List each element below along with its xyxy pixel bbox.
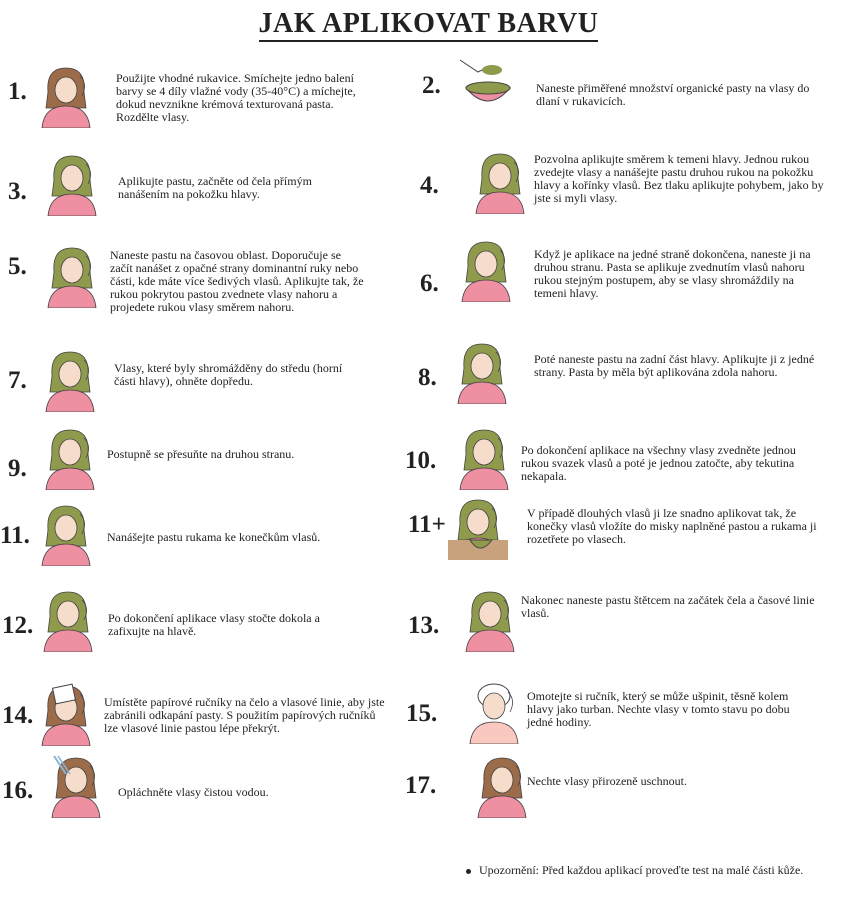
apply-forehead-icon (42, 150, 102, 216)
step-number: 11+ (408, 511, 446, 538)
bullet-icon (466, 869, 471, 874)
step-number: 5. (8, 253, 27, 280)
step-number: 16. (2, 777, 34, 804)
step-number: 14. (2, 702, 34, 729)
step-number: 12. (2, 612, 34, 639)
rinse-hair-icon (46, 752, 106, 818)
step-number: 9. (8, 455, 27, 482)
step-text: Nechte vlasy přirozeně uschnout. (527, 774, 687, 788)
step-number: 13. (408, 612, 440, 639)
warning-note: Upozornění: Před každou aplikací proveďte test na malé části kůže. (466, 863, 803, 878)
bun-hair-icon (38, 586, 98, 652)
step-number: 15. (406, 700, 438, 727)
twist-hair-icon (454, 424, 514, 490)
step-number: 11. (0, 522, 30, 549)
step-text: Použijte vhodné rukavice. Smíchejte jedno balení barvy se 4 díly vlažné vody (35-40°C) a míchejte, dokud nevznikne krémová texturovaná pasta. Rozdělte vlasy. (116, 71, 356, 124)
step-number: 7. (8, 367, 27, 394)
step-text: Nakonec naneste pastu štětcem na začátek čela a časové linie vlasů. (521, 593, 815, 620)
paper-towel-icon (36, 680, 96, 746)
step-text: Pozvolna aplikujte směrem k temeni hlavy. Jednou rukou zvedejte vlasy a nanášejte pastu druhou rukou na pokožku hlavy a kořínky vlasů. Bez tlaku aplikujte pohybem, jako by jste si myli vlasy. (534, 152, 824, 205)
step-text: Naneste pastu na časovou oblast. Doporučuje se začít nanášet z opačné strany dominantní ruky nebo části, kde máte více šedivých vlasů. Aplikujte tak, že rukou pokrytou pastou zvednete vlasy nahoru a projedete rukou vlasy směrem nahoru. (110, 248, 364, 314)
step-number: 6. (420, 270, 439, 297)
step-number: 2. (422, 72, 441, 99)
long-hair-bowl-icon (448, 494, 508, 560)
step-text: V případě dlouhých vlasů ji lze snadno aplikovat tak, že konečky vlasů vložíte do misky naplněné pastou a rukama ji rozetřete po vlasech. (527, 506, 817, 546)
step-text: Po dokončení aplikace vlasy stočte dokola a zafixujte na hlavě. (108, 611, 320, 638)
apply-other-side-icon (456, 236, 516, 302)
step-number: 3. (8, 178, 27, 205)
apply-ends-icon (36, 500, 96, 566)
step-number: 4. (420, 172, 439, 199)
towel-turban-icon (464, 678, 524, 744)
step-text: Vlasy, které byly shromážděny do středu (horní části hlavy), ohněte dopředu. (114, 361, 343, 388)
step-text: Nanášejte pastu rukama ke konečkům vlasů. (107, 530, 321, 544)
page-title: JAK APLIKOVAT BARVU (0, 8, 857, 40)
step-text: Postupně se přesuňte na druhou stranu. (107, 447, 295, 461)
fold-hair-forward-icon (40, 346, 100, 412)
brush-hairline-icon (460, 586, 520, 652)
paste-bowl-icon (458, 52, 518, 118)
woman-with-towel-icon (36, 62, 96, 128)
step-text: Umístěte papírové ručníky na čelo a vlasové linie, aby jste zabránili odkapání pasty. S použitím papírových ručníků lze vlasové linie pastou lépe překrýt. (104, 695, 385, 735)
step-text: Po dokončení aplikace na všechny vlasy zvedněte jednou rukou svazek vlasů a poté je jednou zatočte, aby tekutina nekapala. (521, 443, 796, 483)
step-number: 17. (405, 772, 437, 799)
step-number: 1. (8, 78, 27, 105)
step-text: Když je aplikace na jedné straně dokončena, naneste ji na druhou stranu. Pasta se aplikuje zvednutím vlasů nahoru rukou stejným postupem, aby se vlasy shromáždily na temeni hlavy. (534, 247, 811, 300)
apply-temple-icon (42, 242, 102, 308)
step-text: Opláchněte vlasy čistou vodou. (118, 785, 269, 799)
step-text: Naneste přiměřené množství organické pasty na vlasy do dlaní v rukavicích. (536, 81, 810, 108)
apply-back-icon (452, 338, 512, 404)
move-other-side-icon (40, 424, 100, 490)
dry-hair-icon (472, 752, 532, 818)
step-number: 8. (418, 364, 437, 391)
step-text: Aplikujte pastu, začněte od čela přímým nanášením na pokožku hlavy. (118, 174, 312, 201)
apply-crown-icon (470, 148, 530, 214)
step-number: 10. (405, 447, 437, 474)
step-text: Omotejte si ručník, který se může ušpinit, těsně kolem hlavy jako turban. Nechte vlasy v tomto stavu po dobu jedné hodiny. (527, 689, 790, 729)
step-text: Poté naneste pastu na zadní část hlavy. Aplikujte ji z jedné strany. Pasta by měla být aplikována zdola nahoru. (534, 352, 815, 379)
